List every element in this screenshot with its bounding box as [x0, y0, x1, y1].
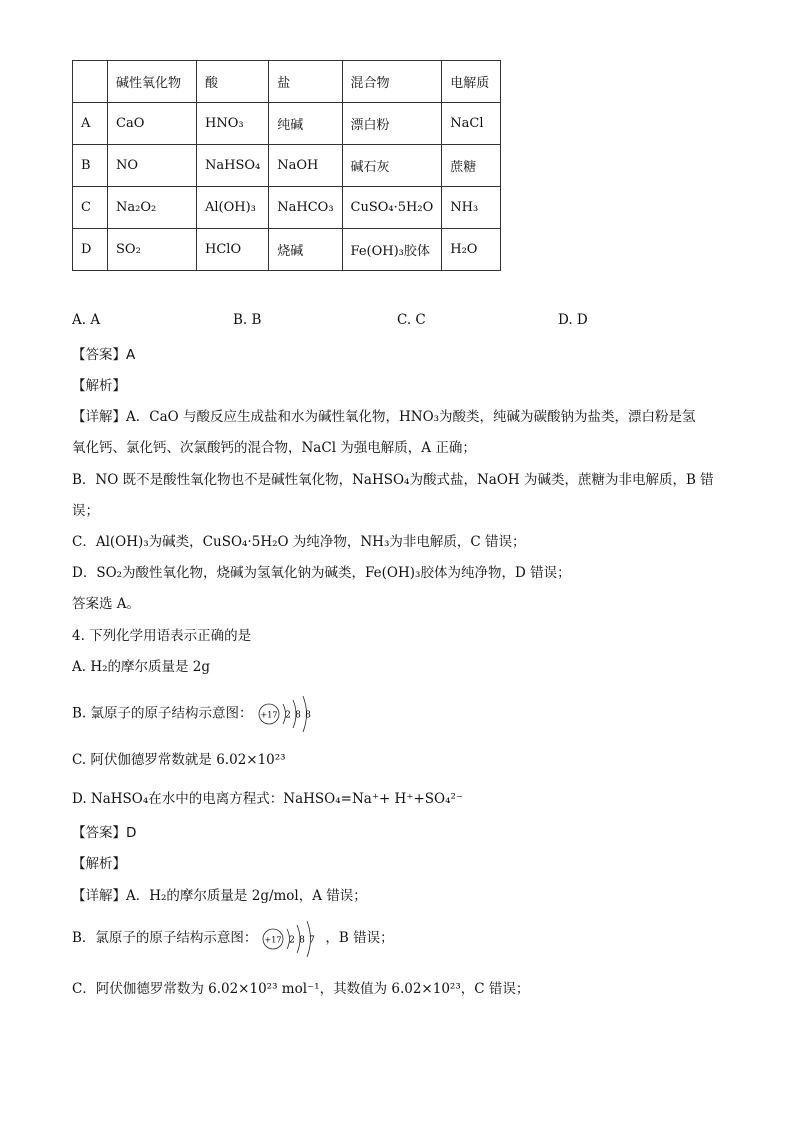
- atom-shell-label: 2: [284, 710, 291, 721]
- table-cell: HNO₃: [197, 103, 269, 145]
- table-header-cell: 碱性氧化物: [108, 61, 197, 103]
- table-cell: 碱石灰: [342, 145, 442, 187]
- table-row: [73, 103, 501, 145]
- table-row: [73, 229, 501, 271]
- table-cell: A: [73, 103, 108, 145]
- q4-detail-b-suffix: ，B 错误；: [325, 930, 394, 946]
- table-cell: D: [73, 229, 108, 271]
- atom-nucleus-label: +17: [260, 710, 277, 720]
- table-cell: 纯碱: [269, 103, 342, 145]
- table-cell: B: [73, 145, 108, 187]
- table-cell: 烧碱: [269, 229, 342, 271]
- table-cell: NaHCO₃: [269, 187, 342, 229]
- table-cell: Na₂O₂: [108, 187, 197, 229]
- table-cell: CaO: [108, 103, 197, 145]
- chlorine-atom-diagram: [257, 694, 321, 734]
- q3-analysis-label: 【解析】: [72, 378, 126, 394]
- atom-shell-label: 2: [289, 935, 296, 945]
- q4-detail-b-text: B．氯原子的原子结构示意图：: [72, 930, 258, 946]
- table-cell: H₂O: [442, 229, 501, 271]
- q4-detail-c: C．阿伏伽德罗常数为 6.02×10²³ mol⁻¹，其数值为 6.02×10²³，C 错误；: [72, 981, 530, 997]
- q4-option-d: D. NaHSO₄在水中的电离方程式：NaHSO₄=Na⁺+ H⁺+SO₄²⁻: [72, 791, 464, 807]
- table-cell: NO: [108, 145, 197, 187]
- table-header-cell: 混合物: [342, 61, 442, 103]
- atom-shell-label: 8: [304, 710, 311, 721]
- q3-option-c: C. C: [397, 312, 426, 328]
- atom-shell-label: 8: [299, 935, 306, 945]
- atom-shell-label: 7: [309, 935, 316, 945]
- table-row: [73, 145, 501, 187]
- q4-option-b-text: B. 氯原子的原子结构示意图：: [72, 705, 253, 722]
- table-cell: NaCl: [442, 103, 501, 145]
- q4-option-b: [72, 694, 321, 734]
- q3-conclusion: 答案选 A。: [72, 596, 141, 612]
- q3-detail-line: 【详解】A．CaO 与酸反应生成盐和水为碱性氧化物，HNO₃为酸类，纯碱为碳酸钠为盐类，漂白粉是氢: [72, 409, 696, 425]
- q3-detail-line: D．SO₂为酸性氧化物，烧碱为氢氧化钠为碱类，Fe(OH)₃胶体为纯净物，D 错误；: [72, 565, 571, 581]
- table-header-row: [73, 61, 501, 103]
- table-cell: HClO: [197, 229, 269, 271]
- table-cell: C: [73, 187, 108, 229]
- q3-option-a: A. A: [72, 312, 101, 328]
- table-cell: SO₂: [108, 229, 197, 271]
- table-cell: 蔗糖: [442, 145, 501, 187]
- atom-nucleus-label: +17: [264, 935, 282, 944]
- table-header-cell: [73, 61, 108, 103]
- q3-detail-line: 氧化钙、氯化钙、次氯酸钙的混合物，NaCl 为强电解质，A 正确；: [72, 440, 476, 456]
- table-cell: Al(OH)₃: [197, 187, 269, 229]
- q4-stem: 4. 下列化学用语表示正确的是: [72, 628, 252, 644]
- table-cell: NaHSO₄: [197, 145, 269, 187]
- table-header-cell: 盐: [269, 61, 342, 103]
- q4-detail-b: [72, 918, 394, 959]
- q4-detail-a: 【详解】A．H₂的摩尔质量是 2g/mol，A 错误；: [72, 888, 367, 904]
- table-row: [73, 187, 501, 229]
- q3-detail-line: 误；: [72, 503, 99, 519]
- q4-answer: 【答案】D: [72, 825, 137, 841]
- q3-option-b: B. B: [233, 312, 262, 328]
- table-cell: CuSO₄·5H₂O: [342, 187, 442, 229]
- chlorine-atom-diagram: [261, 919, 325, 959]
- q3-option-d: D. D: [558, 312, 588, 328]
- q3-detail-line: B．NO 既不是酸性氧化物也不是碱性氧化物，NaHSO₄为酸式盐，NaOH 为碱类，蔗糖为非电解质，B 错: [72, 472, 714, 488]
- classification-table: [72, 60, 501, 271]
- atom-shell-label: 8: [294, 710, 301, 721]
- table-header-cell: 电解质: [442, 61, 501, 103]
- q3-answer: 【答案】A: [72, 347, 136, 363]
- q4-analysis-label: 【解析】: [72, 856, 126, 872]
- table-cell: Fe(OH)₃胶体: [342, 229, 442, 271]
- q4-option-a: A. H₂的摩尔质量是 2g: [72, 659, 211, 675]
- table-cell: 漂白粉: [342, 103, 442, 145]
- table-header-cell: 酸: [197, 61, 269, 103]
- table-cell: NaOH: [269, 145, 342, 187]
- q3-detail-line: C．Al(OH)₃为碱类，CuSO₄·5H₂O 为纯净物，NH₃为非电解质，C 错误；: [72, 534, 526, 550]
- table-cell: NH₃: [442, 187, 501, 229]
- q4-option-c: C. 阿伏伽德罗常数就是 6.02×10²³: [72, 752, 286, 768]
